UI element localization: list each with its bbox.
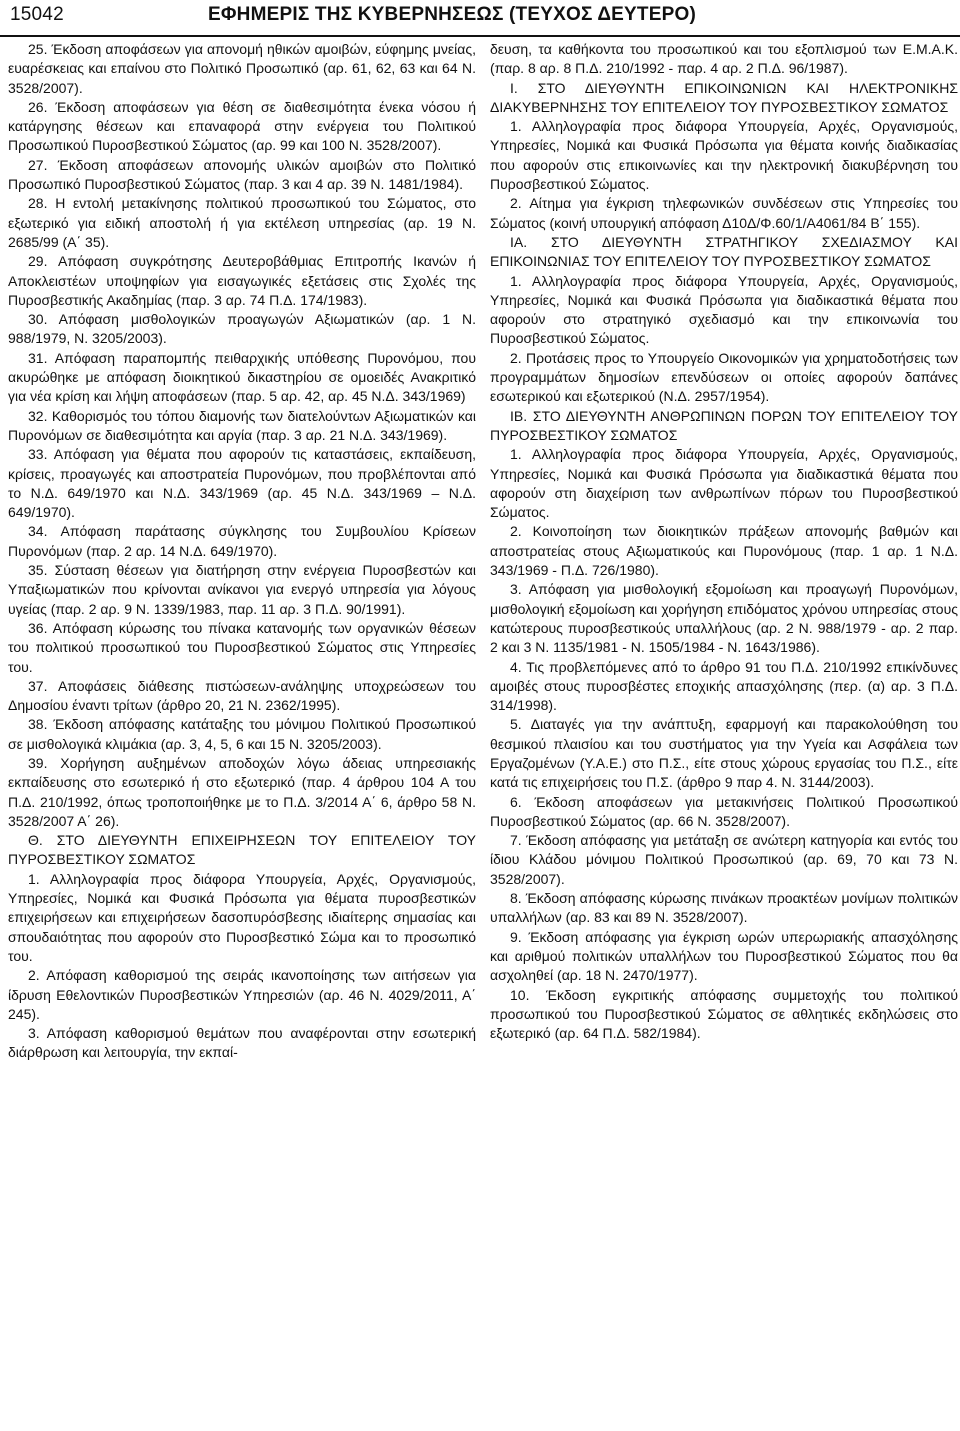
paragraph: 35. Σύσταση θέσεων για διατήρηση στην ενέργεια Πυροσβεστών και Υπαξιωματικών που κρίνονται ανίκανοι για ενεργό υπηρεσία για λόγους υγείας (παρ. 2 αρ. 9 Ν. 1339/1983, παρ. 11 αρ. 3 Π.Δ. 90/1991). (8, 562, 476, 617)
paragraph: 31. Απόφαση παραπομπής πειθαρχικής υπόθεσης Πυρονόμου, που ακυρώθηκε με απόφαση διοικητικού δικαστηρίου σε ομοειδές Ανακριτικό για νέα κρίση και λήψη αποφάσεων (παρ. 5 αρ. 42, αρ. 45 Ν.Δ. 343/1969) (8, 349, 476, 405)
paragraph: 29. Απόφαση συγκρότησης Δευτεροβάθμιας Επιτροπής Ικανών ή Αποκλειστέων υποψηφίων για εισαγωγικές εξετάσεις στις Σχολές της Πυροσβεστικής Ακαδημίας (παρ. 3 αρ. 74 Π.Δ. 174/1983). (8, 253, 476, 308)
paragraph: 2. Απόφαση καθορισμού της σειράς ικανοποίησης των αιτήσεων για ίδρυση Εθελοντικών Πυροσβεστικών Υπηρεσιών (αρ. 46 Ν. 4029/2011, Α΄ 245). (8, 967, 476, 1022)
page-header (0, 0, 960, 36)
paragraph: 32. Καθορισμός του τόπου διαμονής των διατελούντων Αξιωματικών και Πυρονόμων σε διαθεσιμότητα και αργία (παρ. 3 αρ. 21 Ν.Δ. 343/1969). (8, 407, 476, 443)
gazette-title: ΕΦΗΜΕΡΙΣ ΤΗΣ ΚΥΒΕΡΝΗΣΕΩΣ (ΤΕΥΧΟΣ ΔΕΥΤΕΡΟ) (208, 4, 696, 25)
paragraph: 33. Απόφαση για θέματα που αφορούν τις καταστάσεις, εκπαίδευση, κρίσεις, προαγωγές και αποστρατεία Πυρονόμων, που προβλέπονται από το Ν.Δ. 649/1970 και Ν.Δ. 343/1969 (αρ. 45 Ν.Δ. 343/1969 – Ν.Δ. 649/1970). (8, 446, 476, 521)
paragraph: 34. Απόφαση παράτασης σύγκλησης του Συμβουλίου Κρίσεων Πυρονόμων (παρ. 2 αρ. 14 Ν.Δ. 649/1970). (8, 523, 476, 559)
paragraph: 27. Έκδοση αποφάσεων απονομής υλικών αμοιβών στο Πολιτικό Προσωπικό Πυροσβεστικού Σώματος (παρ. 3 και 4 αρ. 39 Ν. 1481/1984). (8, 156, 476, 193)
paragraph: 26. Έκδοση αποφάσεων για θέση σε διαθεσιμότητα ένεκα νόσου ή κατάργησης θέσεων και επαναφορά στην ενέργεια του Πολιτικού Προσωπικού Πυροσβεστικού Σώματος (αρ. 99 και 100 Ν. 3528/2007). (8, 98, 476, 154)
paragraph: 10. Έκδοση εγκριτικής απόφασης συμμετοχής του πολιτικού προσωπικού του Πυροσβεστικού Σώματος σε αθλητικές εκδηλώσεις στο εξωτερικό (αρ. 64 Π.Δ. 582/1984). (490, 986, 958, 1042)
paragraph: 6. Έκδοση αποφάσεων για μετακινήσεις Πολιτικού Προσωπικού Πυροσβεστικού Σώματος (αρ. 66 Ν. 3528/2007). (490, 793, 958, 829)
paragraph: 7. Έκδοση απόφασης για μετάταξη σε ανώτερη κατηγορία και εντός του ίδιου Κλάδου μόνιμου Πολιτικού Προσωπικού (αρ. 69, 70 και 73 Ν. 3528/2007). (490, 832, 958, 887)
paragraph: 8. Έκδοση απόφασης κύρωσης πινάκων προακτέων μονίμων πολιτικών υπαλλήλων (αρ. 83 και 89 Ν. 3528/2007). (490, 890, 958, 926)
paragraph: 2. Προτάσεις προς το Υπουργείο Οικονομικών για χρηματοδοτήσεις των προγραμμάτων δημοσίων επενδύσεων οι οποίες αφορούν δαπάνες εσωτερικού και εξωτερικού (Ν.Δ. 2957/1954). (490, 349, 958, 405)
paragraph: 39. Χορήγηση αυξημένων αποδοχών λόγω άδειας υπηρεσιακής εκπαίδευσης στο εσωτερικό ή στο εξωτερικό (παρ. 4 άρθρου 104 Α του Π.Δ. 210/1992, όπως τροποποιήθηκε με το Π.Δ. 3/2014 Α΄ 6, άρθρο 58 Ν. 3528/2007 Α΄ 26). (8, 754, 476, 829)
left-column (8, 40, 476, 1063)
section-heading: Θ. ΣΤΟ ΔΙΕΥΘΥΝΤΗ ΕΠΙΧΕΙΡΗΣΕΩΝ ΤΟΥ ΕΠΙΤΕΛΕΙΟΥ ΤΟΥ ΠΥΡΟΣΒΕΣΤΙΚΟΥ ΣΩΜΑΤΟΣ (8, 832, 476, 868)
paragraph: 1. Αλληλογραφία προς διάφορα Υπουργεία, Αρχές, Οργανισμούς, Υπηρεσίες, Νομικά και Φυσικά Πρόσωπα για διαδικαστικά θέματα που αφορούν στη διαχείριση των ανθρωπίνων πόρων του Πυροσβεστικού Σώματος. (490, 446, 958, 521)
paragraph: 38. Έκδοση απόφασης κατάταξης του μόνιμου Πολιτικού Προσωπικού σε μισθολογικά κλιμάκια (αρ. 3, 4, 5, 6 και 15 Ν. 3205/2003). (8, 716, 476, 752)
paragraph: 4. Τις προβλεπόμενες από το άρθρο 91 του Π.Δ. 210/1992 επικίνδυνες αμοιβές στους πυροσβέστες εποχικής απασχόλησης (περ. (α) αρ. 3 Π.Δ. 314/1998). (490, 658, 958, 714)
paragraph: δευση, τα καθήκοντα του προσωπικού και του εξοπλισμού των Ε.Μ.Α.Κ. (παρ. 8 αρ. 8 Π.Δ. 210/1992 - παρ. 4 αρ. 2 Π.Δ. 96/1987). (490, 41, 958, 77)
paragraph: 2. Κοινοποίηση των διοικητικών πράξεων απονομής βαθμών και αποστρατείας στους Αξιωματικούς και Πυρονόμους (παρ. 1 αρ. 1 Ν.Δ. 343/1969 - Π.Δ. 726/1980). (490, 523, 958, 579)
header-rule (0, 35, 960, 37)
section-heading: ΙΒ. ΣΤΟ ΔΙΕΥΘΥΝΤΗ ΑΝΘΡΩΠΙΝΩΝ ΠΟΡΩΝ ΤΟΥ ΕΠΙΤΕΛΕΙΟΥ ΤΟΥ ΠΥΡΟΣΒΕΣΤΙΚΟΥ ΣΩΜΑΤΟΣ (490, 407, 958, 443)
section-heading: Ι. ΣΤΟ ΔΙΕΥΘΥΝΤΗ ΕΠΙΚΟΙΝΩΝΙΩΝ ΚΑΙ ΗΛΕΚΤΡΟΝΙΚΗΣ ΔΙΑΚΥΒΕΡΝΗΣΗΣ ΤΟΥ ΕΠΙΤΕΛΕΙΟΥ ΤΟΥ ΠΥΡΟΣΒΕΣΤΙΚΟΥ ΣΩΜΑΤΟΣ (490, 79, 958, 115)
paragraph: 28. Η εντολή μετακίνησης πολιτικού προσωπικού του Σώματος, στο εξωτερικό για ειδική αποστολή ή για εκτέλεση υπηρεσίας (αρ. 19 Ν. 2685/99 (Α΄ 35). (8, 195, 476, 250)
paragraph: 5. Διαταγές για την ανάπτυξη, εφαρμογή και παρακολούθηση του θεσμικού πλαισίου και του συστήματος για την Υγεία και Ασφάλεια των Εργαζομένων (Υ.Α.Ε.) στο Π.Σ., είτε στους χώρους εργασίας του Π.Σ., είτε κατά τις επιχειρήσεις του Π.Σ. (άρθρο 9 παρ 4. Ν. 3144/2003). (490, 716, 958, 791)
paragraph: 3. Απόφαση καθορισμού θεμάτων που αναφέρονται στην εσωτερική διάρθρωση και λειτουργία, την εκπαί- (8, 1025, 476, 1061)
paragraph: 9. Έκδοση απόφασης για έγκριση ωρών υπερωριακής απασχόλησης και αριθμού πολιτικών υπαλλήλων του Πυροσβεστικού Σώματος που θα ασχοληθεί (αρ. 18 Ν. 2470/1977). (490, 928, 958, 984)
paragraph: 36. Απόφαση κύρωσης του πίνακα κατανομής των οργανικών θέσεων του πολιτικού προσωπικού του Πυροσβεστικού Σώματος στις Υπηρεσίες του. (8, 619, 476, 675)
page-number: 15042 (10, 4, 64, 25)
paragraph: 2. Αίτημα για έγκριση τηλεφωνικών συνδέσεων στις Υπηρεσίες του Σώματος (κοινή υπουργική απόφαση Δ10Δ/Φ.60/1/Α4061/84 Β΄ 155). (490, 195, 958, 231)
paragraph: 1. Αλληλογραφία προς διάφορα Υπουργεία, Αρχές, Οργανισμούς, Υπηρεσίες, Νομικά και Φυσικά Πρόσωπα για διαδικαστικά θέματα που αφορούν στο στρατηγικό σχεδιασμό και την επικοινωνία του Πυροσβεστικού Σώματος. (490, 272, 958, 347)
right-column (490, 40, 958, 1043)
paragraph: 25. Έκδοση αποφάσεων για απονομή ηθικών αμοιβών, εύφημης μνείας, ευαρέσκειας και επαίνου στο Πολιτικό Προσωπικό (αρ. 61, 62, 63 και 64 Ν. 3528/2007). (8, 41, 476, 96)
paragraph: 37. Αποφάσεις διάθεσης πιστώσεων-ανάληψης υποχρεώσεων του Δημοσίου έναντι τρίτων (άρθρο 20, 21 Ν. 2362/1995). (8, 677, 476, 714)
paragraph: 1. Αλληλογραφία προς διάφορα Υπουργεία, Αρχές, Οργανισμούς, Υπηρεσίες, Νομικά και Φυσικά Πρόσωπα για θέματα πυροσβεστικών επιχειρήσεων και επιχειρήσεων δασοπυρόσβεσης ιδιαίτερης σημασίας και σπουδαιότητας που αφορούν στο Πυροσβεστικό Σώμα και το προσωπικό του. (8, 870, 476, 964)
paragraph: 3. Απόφαση για μισθολογική εξομοίωση και προαγωγή Πυρονόμων, μισθολογική εξομοίωση και χορήγηση επιδόματος χρόνου υπηρεσίας στους κατώτερους πυροσβεστικούς υπαλλήλους (αρ. 2 Ν. 988/1979 - αρ. 2 παρ. 2 και 3 Ν. 1135/1981 - Ν. 1505/1984 - Ν. 1643/1986). (490, 581, 958, 656)
paragraph: 30. Απόφαση μισθολογικών προαγωγών Αξιωματικών (αρ. 1 Ν. 988/1979, Ν. 3205/2003). (8, 311, 476, 347)
section-heading: ΙΑ. ΣΤΟ ΔΙΕΥΘΥΝΤΗ ΣΤΡΑΤΗΓΙΚΟΥ ΣΧΕΔΙΑΣΜΟΥ ΚΑΙ ΕΠΙΚΟΙΝΩΝΙΑΣ ΤΟΥ ΕΠΙΤΕΛΕΙΟΥ ΤΟΥ ΠΥΡΟΣΒΕΣΤΙΚΟΥ ΣΩΜΑΤΟΣ (490, 233, 958, 270)
paragraph: 1. Αλληλογραφία προς διάφορα Υπουργεία, Αρχές, Οργανισμούς, Υπηρεσίες, Νομικά και Φυσικά Πρόσωπα για θέματα κοινής διαδικασίας που αφορούν στις επικοινωνίες και την ηλεκτρονική διακυβέρνηση του Πυροσβεστικού Σώματος. (490, 118, 958, 193)
